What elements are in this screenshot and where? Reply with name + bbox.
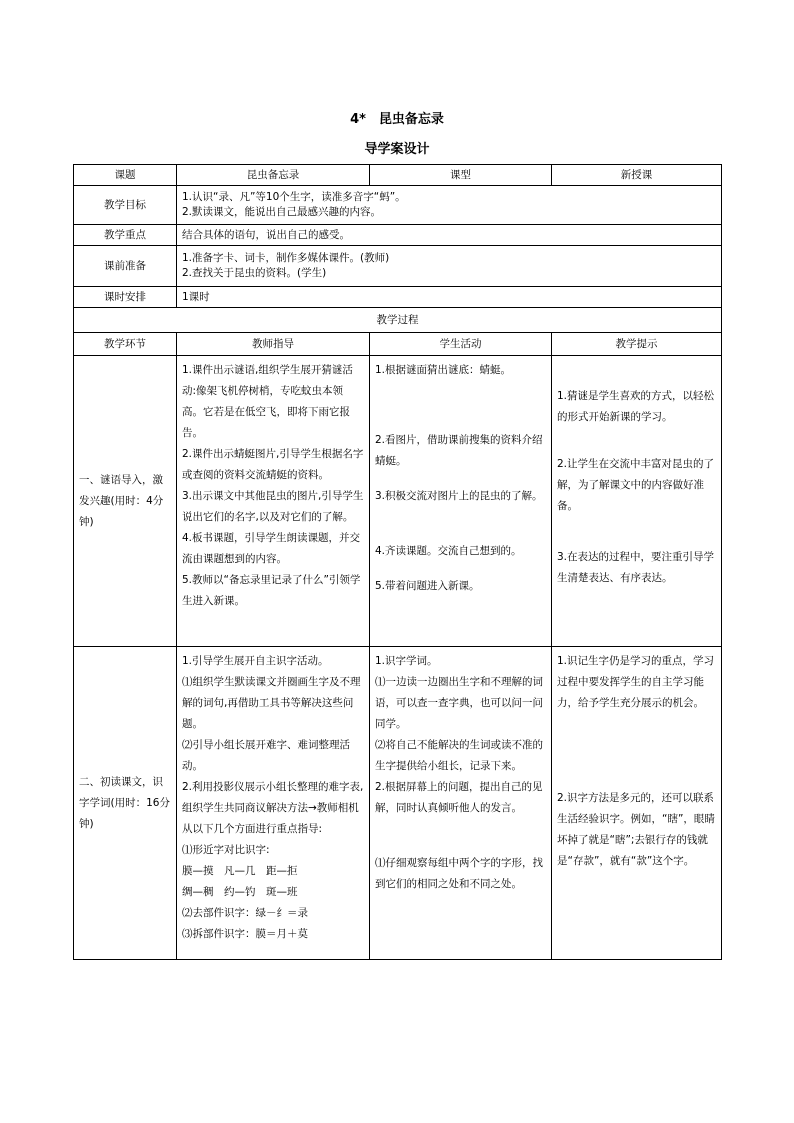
student-step: 1.根据谜面猜出谜底：蜻蜓。 bbox=[375, 364, 512, 376]
goal-item: 2.默读课文，能说出自己最感兴趣的内容。 bbox=[182, 206, 382, 218]
key-row bbox=[74, 225, 722, 246]
time-row bbox=[74, 287, 722, 308]
teacher-step: ⑶拆部件识字：膜＝月＋莫 bbox=[182, 928, 308, 940]
teacher-step: 2.利用投影仪展示小组长整理的难字表,组织学生共同商议解决方法→教师相机从以下几个方面进行重点指导: bbox=[182, 781, 364, 835]
time-label: 课时安排 bbox=[74, 287, 177, 308]
hint-item: 2.让学生在交流中丰富对昆虫的了解，为了解课文中的内容做好准备。 bbox=[557, 458, 715, 512]
hint-item: 2.识字方法是多元的，还可以联系生活经验识字。例如，“瞎”，眼睛坏掉了就是“瞎”;去银行存的钱就是“存款”，就有“款”这个字。 bbox=[557, 792, 715, 867]
stage2-student bbox=[370, 647, 552, 960]
goals-label: 教学目标 bbox=[74, 186, 177, 225]
time-value: 1课时 bbox=[177, 287, 722, 308]
student-step: 5.带着问题进入新课。 bbox=[375, 580, 480, 592]
teacher-step: 1.引导学生展开自主识字活动。 bbox=[182, 655, 329, 667]
col-stage: 教学环节 bbox=[74, 333, 177, 356]
student-step: 3.积极交流对图片上的昆虫的了解。 bbox=[375, 490, 543, 502]
stage1-student bbox=[370, 356, 552, 647]
stage2-hint bbox=[552, 647, 722, 960]
col-hint: 教学提示 bbox=[552, 333, 722, 356]
stage2-stage: 二、初读课文，识字学词(用时：16分钟) bbox=[74, 647, 177, 960]
type-label: 课型 bbox=[370, 165, 552, 186]
hint-item: 3.在表达的过程中，要注重引导学生清楚表达、有序表达。 bbox=[557, 551, 715, 584]
teacher-step: 1.课件出示谜语,组织学生展开猜谜活动:像架飞机停树梢，专吃蚊虫本领高。它若是在低空飞，即将下雨它报告。 bbox=[182, 364, 353, 439]
hint-item: 1.识记生字仍是学习的重点，学习过程中要发挥学生的自主学习能力，给予学生充分展示的机会。 bbox=[557, 655, 715, 709]
hint-item: 1.猜谜是学生喜欢的方式，以轻松的形式开始新课的学习。 bbox=[557, 390, 715, 423]
teacher-step: 2.课件出示蜻蜓图片,引导学生根据名字或查阅的资料交流蜻蜓的资料。 bbox=[182, 448, 364, 481]
stage1-hint bbox=[552, 356, 722, 647]
teacher-step: 5.教师以“备忘录里记录了什么”引领学生进入新课。 bbox=[182, 574, 361, 607]
teacher-step: ⑴形近字对比识字: bbox=[182, 844, 270, 856]
type-value: 新授课 bbox=[552, 165, 722, 186]
teacher-step: ⑵引导小组长展开难字、难词整理活动。 bbox=[182, 739, 350, 772]
student-step: 4.齐读课题。交流自己想到的。 bbox=[375, 545, 522, 557]
student-step: ⑴仔细观察每组中两个字的字形，找到它们的相同之处和不同之处。 bbox=[375, 857, 543, 890]
goals-cell bbox=[177, 186, 722, 225]
process-header-row bbox=[74, 333, 722, 356]
student-step: 2.根据屏幕上的问题，提出自己的见解，同时认真倾听他人的发言。 bbox=[375, 781, 543, 814]
stage2-teacher bbox=[177, 647, 370, 960]
teacher-step: ⑴组织学生默读课文并圈画生字及不理解的词句,再借助工具书等解决这些问题。 bbox=[182, 676, 361, 730]
teacher-step: 3.出示课文中其他昆虫的图片,引导学生说出它们的名字,以及对它们的了解。 bbox=[182, 490, 364, 523]
key-label: 教学重点 bbox=[74, 225, 177, 246]
lesson-title: 4* 昆虫备忘录 bbox=[350, 112, 444, 127]
student-step: ⑵将自己不能解决的生词或读不准的生字提供给小组长，记录下来。 bbox=[375, 739, 543, 772]
goals-row bbox=[74, 186, 722, 225]
stage2-row bbox=[74, 647, 722, 960]
teacher-step: 绸—稠 约—钓 斑—班 bbox=[182, 886, 298, 898]
col-student: 学生活动 bbox=[370, 333, 552, 356]
prep-row bbox=[74, 246, 722, 287]
teacher-step: 膜—摸 凡—几 距—拒 bbox=[182, 865, 298, 877]
topic-value: 昆虫备忘录 bbox=[177, 165, 370, 186]
stage1-stage: 一、谜语导入，激发兴趣(用时：4分钟) bbox=[74, 356, 177, 647]
prep-cell bbox=[177, 246, 722, 287]
topic-label: 课题 bbox=[74, 165, 177, 186]
student-step: 2.看图片，借助课前搜集的资料介绍蜻蜓。 bbox=[375, 434, 543, 467]
key-value: 结合具体的语句，说出自己的感受。 bbox=[177, 225, 722, 246]
stage1-row bbox=[74, 356, 722, 647]
process-title: 教学过程 bbox=[74, 308, 722, 333]
prep-item: 2.查找关于昆虫的资料。(学生) bbox=[182, 267, 327, 279]
lesson-plan-table bbox=[73, 164, 722, 960]
lesson-subtitle: 导学案设计 bbox=[364, 142, 430, 157]
prep-item: 1.准备字卡、词卡，制作多媒体课件。(教师) bbox=[182, 252, 390, 264]
student-step: ⑴一边读一边圈出生字和不理解的词语，可以查一查字典，也可以问一问同学。 bbox=[375, 676, 543, 730]
goal-item: 1.认识“录、凡”等10个生字，读准多音字“蚂”。 bbox=[182, 191, 406, 203]
teacher-step: 4.板书课题，引导学生朗读课题，并交流由课题想到的内容。 bbox=[182, 532, 361, 565]
col-teacher: 教师指导 bbox=[177, 333, 370, 356]
prep-label: 课前准备 bbox=[74, 246, 177, 287]
teacher-step: ⑵去部件识字：绿－纟＝录 bbox=[182, 907, 308, 919]
header-row bbox=[74, 165, 722, 186]
student-step: 1.识字学词。 bbox=[375, 655, 438, 667]
process-title-row bbox=[74, 308, 722, 333]
stage1-teacher bbox=[177, 356, 370, 647]
